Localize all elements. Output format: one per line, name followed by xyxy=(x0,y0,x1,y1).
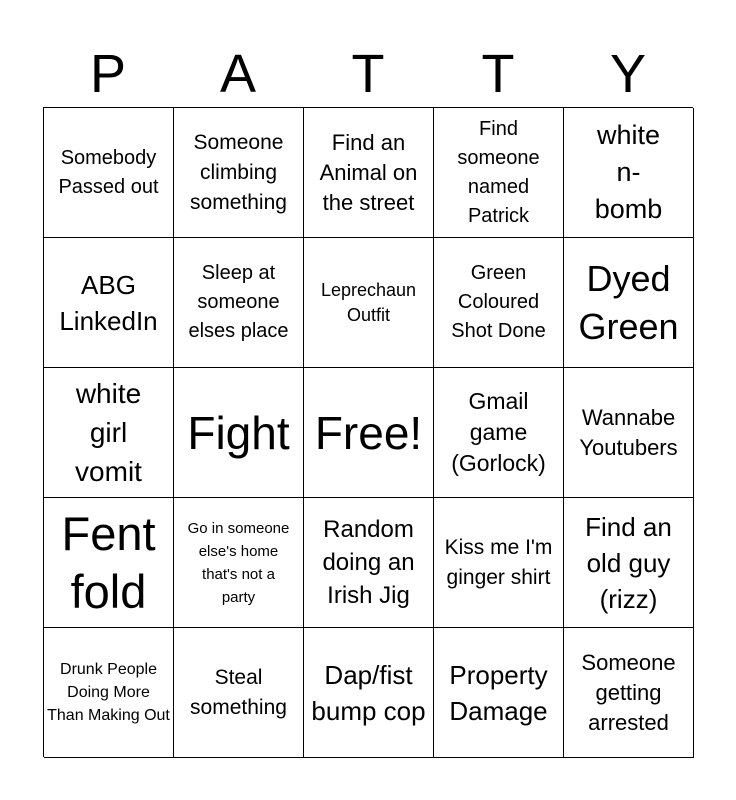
cell-text: Find an old guy (rizz) xyxy=(585,511,672,614)
cell-text: white girl vomit xyxy=(75,378,142,487)
header-letter-p: P xyxy=(89,44,127,104)
header-letter-t2: T xyxy=(481,44,515,104)
bingo-cell[interactable] xyxy=(44,238,174,368)
cell-text: Someone climbing something xyxy=(190,130,287,214)
cell-text: ABG LinkedIn xyxy=(59,269,158,336)
bingo-cell[interactable] xyxy=(434,498,564,628)
bingo-cell[interactable] xyxy=(174,628,304,758)
bingo-cell[interactable] xyxy=(564,628,694,758)
cell-text: Green Coloured Shot Done xyxy=(451,262,546,342)
bingo-cell[interactable] xyxy=(434,108,564,238)
cell-text: Leprechaun Outfit xyxy=(320,279,417,325)
header-letter-y: Y xyxy=(609,44,647,104)
cell-text: Gmail game (Gorlock) xyxy=(451,388,546,476)
cell-text: Dyed Green xyxy=(578,257,679,347)
bingo-cell[interactable] xyxy=(44,628,174,758)
cell-text: Steal something xyxy=(190,665,287,719)
bingo-cell[interactable] xyxy=(564,368,694,498)
cell-text: Property Damage xyxy=(449,659,548,726)
bingo-cell[interactable] xyxy=(434,628,564,758)
cell-text: Somebody Passed out xyxy=(58,146,159,198)
cell-text: Someone getting arrested xyxy=(581,649,676,735)
header-letter-a: A xyxy=(219,44,257,104)
cell-text: white n-bomb xyxy=(594,120,663,224)
bingo-cell[interactable] xyxy=(434,238,564,368)
bingo-cell[interactable] xyxy=(44,498,174,628)
bingo-cell[interactable] xyxy=(44,368,174,498)
bingo-cell[interactable] xyxy=(564,498,694,628)
bingo-cell[interactable] xyxy=(174,498,304,628)
cell-text: Sleep at someone elses place xyxy=(188,262,289,342)
bingo-cell[interactable] xyxy=(434,368,564,498)
cell-text: Find someone named Patrick xyxy=(457,117,540,227)
bingo-cell[interactable] xyxy=(564,108,694,238)
cell-text: Free! xyxy=(314,406,423,459)
cell-text: Random doing an Irish Jig xyxy=(322,516,415,609)
cell-text: Wannabe Youtubers xyxy=(579,404,678,460)
cell-text: Find an Animal on the street xyxy=(319,129,418,215)
bingo-header xyxy=(43,40,693,108)
bingo-cell[interactable] xyxy=(304,498,434,628)
bingo-cell[interactable] xyxy=(304,628,434,758)
cell-text: Drunk People Doing More Than Making Out xyxy=(47,661,170,724)
bingo-cell[interactable] xyxy=(174,238,304,368)
bingo-cell[interactable] xyxy=(174,368,304,498)
cell-text: Go in someone else's home that's not a party xyxy=(187,519,290,606)
free-space[interactable] xyxy=(304,368,434,498)
bingo-cell[interactable] xyxy=(304,108,434,238)
header-letter-t1: T xyxy=(351,44,385,104)
cell-text: Fight xyxy=(187,406,290,459)
bingo-cell[interactable] xyxy=(44,108,174,238)
bingo-cell[interactable] xyxy=(564,238,694,368)
cell-text: Kiss me I'm ginger shirt xyxy=(444,535,553,589)
cell-text: Fent fold xyxy=(61,506,156,618)
cell-text: Dap/fist bump cop xyxy=(311,659,426,726)
bingo-cell[interactable] xyxy=(174,108,304,238)
bingo-board xyxy=(43,107,693,757)
bingo-cell[interactable] xyxy=(304,238,434,368)
